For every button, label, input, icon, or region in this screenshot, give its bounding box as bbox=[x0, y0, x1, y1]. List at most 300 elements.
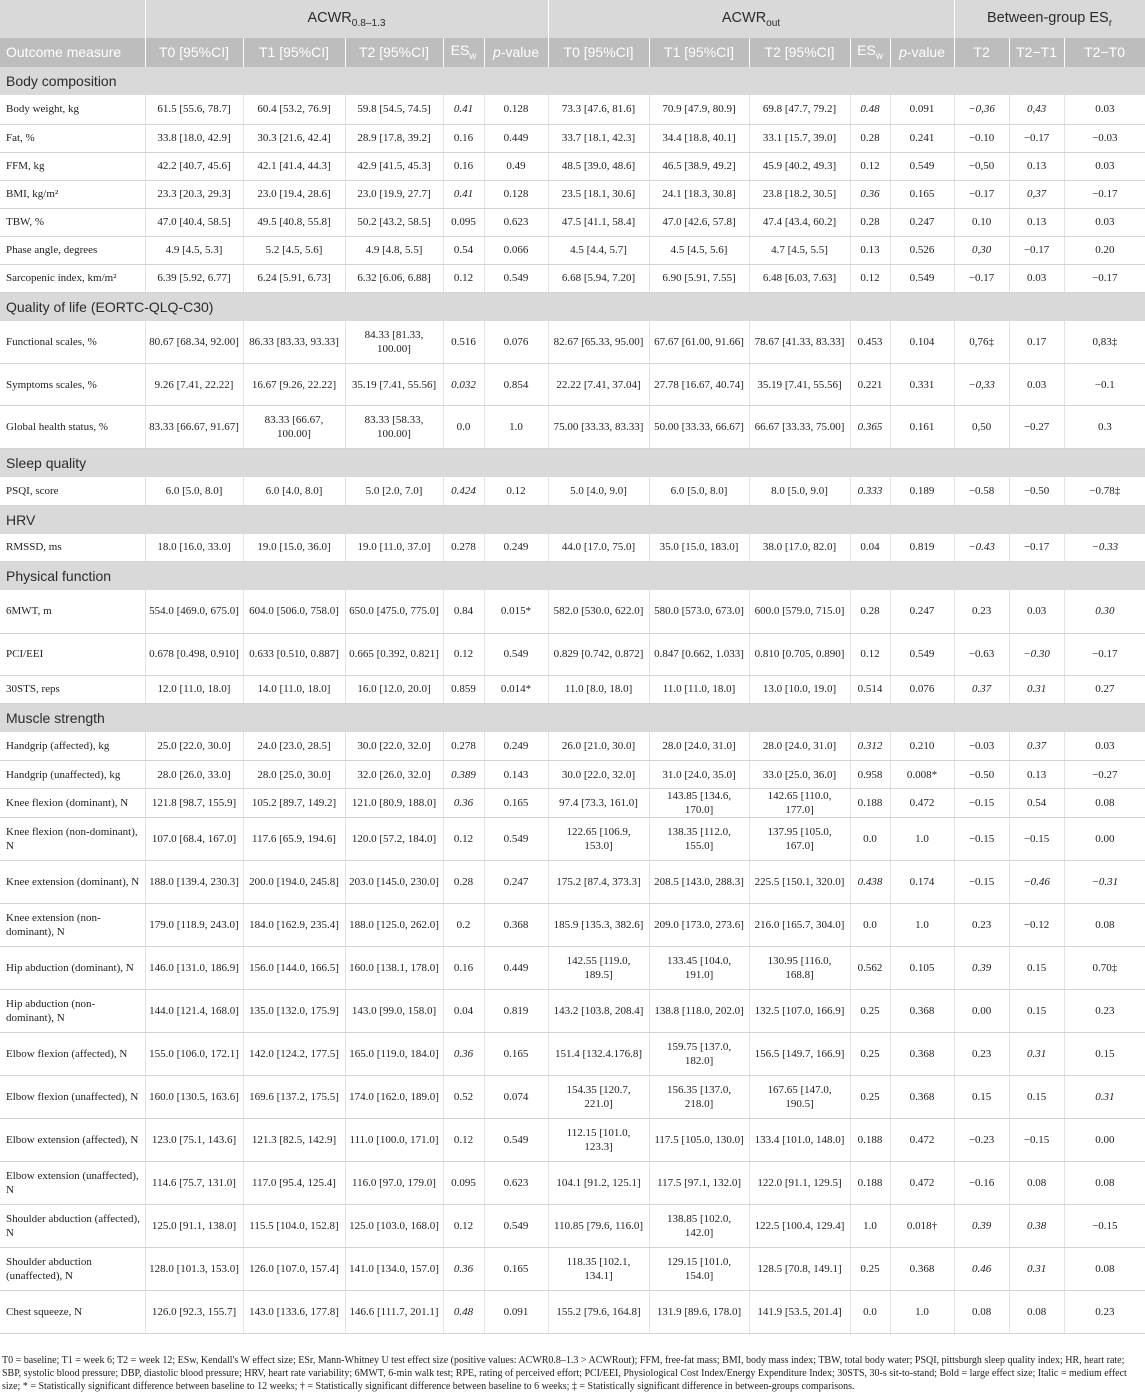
group-header-row bbox=[0, 0, 1145, 38]
table-cell: 0.247 bbox=[890, 208, 954, 236]
table-row bbox=[0, 590, 1145, 633]
table-cell: 69.8 [47.7, 79.2] bbox=[749, 95, 850, 124]
table-cell: 0.25 bbox=[850, 1248, 890, 1291]
table-row bbox=[0, 152, 1145, 180]
table-cell: 116.0 [97.0, 179.0] bbox=[345, 1162, 443, 1205]
table-cell: 6.39 [5.92, 6.77] bbox=[145, 264, 243, 292]
table-cell: 125.0 [103.0, 168.0] bbox=[345, 1205, 443, 1248]
table-row bbox=[0, 1076, 1145, 1119]
table-cell: 1.0 bbox=[484, 406, 548, 449]
table-cell: 0.424 bbox=[443, 477, 484, 505]
table-cell: −0.10 bbox=[954, 124, 1009, 152]
table-cell: 0.623 bbox=[484, 208, 548, 236]
table-cell: 216.0 [165.7, 304.0] bbox=[749, 904, 850, 947]
table-cell: 0.28 bbox=[850, 124, 890, 152]
table-cell: 50.2 [43.2, 58.5] bbox=[345, 208, 443, 236]
table-cell: 104.1 [91.2, 125.1] bbox=[548, 1162, 649, 1205]
table-cell: 27.78 [16.67, 40.74] bbox=[649, 364, 749, 406]
table-cell: 0.25 bbox=[850, 990, 890, 1033]
table-cell: 0.08 bbox=[1009, 1291, 1064, 1334]
table-cell: 0.368 bbox=[890, 1076, 954, 1119]
table-cell: −0.17 bbox=[954, 180, 1009, 208]
table-cell: 0.018† bbox=[890, 1205, 954, 1248]
table-cell: 4.5 [4.4, 5.7] bbox=[548, 236, 649, 264]
table-cell: 0.08 bbox=[954, 1291, 1009, 1334]
table-cell: 28.0 [24.0, 31.0] bbox=[749, 732, 850, 761]
col-g1-esw: $ES_w$ bbox=[443, 38, 484, 67]
row-label: 6MWT, m bbox=[0, 590, 145, 633]
table-cell: 0.678 [0.498, 0.910] bbox=[145, 633, 243, 675]
table-cell: −0.50 bbox=[1009, 477, 1064, 505]
table-cell: 160.0 [138.1, 178.0] bbox=[345, 947, 443, 990]
table-cell: 0.278 bbox=[443, 534, 484, 562]
table-cell: −0.17 bbox=[1064, 633, 1145, 675]
table-cell: 0.13 bbox=[1009, 152, 1064, 180]
table-cell: 4.9 [4.8, 5.5] bbox=[345, 236, 443, 264]
table-cell: 16.67 [9.26, 22.22] bbox=[243, 364, 345, 406]
table-cell: 0.0 bbox=[850, 904, 890, 947]
section-header bbox=[0, 67, 1145, 96]
table-cell: 45.9 [40.2, 49.3] bbox=[749, 152, 850, 180]
table-cell: 6.0 [4.0, 8.0] bbox=[243, 477, 345, 505]
table-cell: 0.12 bbox=[443, 1119, 484, 1162]
table-row bbox=[0, 633, 1145, 675]
table-cell: 0.516 bbox=[443, 321, 484, 364]
table-cell: 0.095 bbox=[443, 1162, 484, 1205]
table-row bbox=[0, 124, 1145, 152]
table-cell: 604.0 [506.0, 758.0] bbox=[243, 590, 345, 633]
table-cell: 24.1 [18.3, 30.8] bbox=[649, 180, 749, 208]
table-cell: 118.35 [102.1, 134.1] bbox=[548, 1248, 649, 1291]
table-cell: 0.095 bbox=[443, 208, 484, 236]
table-cell: 0.549 bbox=[890, 633, 954, 675]
row-label: Handgrip (affected), kg bbox=[0, 732, 145, 761]
table-cell: 0.074 bbox=[484, 1076, 548, 1119]
table-cell: 0.38 bbox=[1009, 1205, 1064, 1248]
table-cell: 23.0 [19.9, 27.7] bbox=[345, 180, 443, 208]
table-cell: 0.12 bbox=[443, 264, 484, 292]
table-cell: 0.17 bbox=[1009, 321, 1064, 364]
table-cell: 156.5 [149.7, 166.9] bbox=[749, 1033, 850, 1076]
row-label: Hip abduction (dominant), N bbox=[0, 947, 145, 990]
table-cell: 0.16 bbox=[443, 152, 484, 180]
table-cell: 0.247 bbox=[890, 590, 954, 633]
table-cell: 160.0 [130.5, 163.6] bbox=[145, 1076, 243, 1119]
table-cell: 75.00 [33.33, 83.33] bbox=[548, 406, 649, 449]
table-row bbox=[0, 1205, 1145, 1248]
table-cell: 0.54 bbox=[443, 236, 484, 264]
section-header bbox=[0, 505, 1145, 534]
table-cell: 0.015* bbox=[484, 590, 548, 633]
table-cell: 138.35 [112.0, 155.0] bbox=[649, 818, 749, 861]
table-cell: 117.6 [65.9, 194.6] bbox=[243, 818, 345, 861]
table-cell: 130.95 [116.0, 168.8] bbox=[749, 947, 850, 990]
table-cell: 0.31 bbox=[1064, 1076, 1145, 1119]
table-cell: 82.67 [65.33, 95.00] bbox=[548, 321, 649, 364]
table-cell: 126.0 [92.3, 155.7] bbox=[145, 1291, 243, 1334]
table-cell: 16.0 [12.0, 20.0] bbox=[345, 675, 443, 703]
table-cell: 0.247 bbox=[484, 861, 548, 904]
table-cell: 47.5 [41.1, 58.4] bbox=[548, 208, 649, 236]
table-cell: 6.0 [5.0, 8.0] bbox=[145, 477, 243, 505]
table-cell: 0.633 [0.510, 0.887] bbox=[243, 633, 345, 675]
table-cell: 0.28 bbox=[443, 861, 484, 904]
table-cell: 121.0 [80.9, 188.0] bbox=[345, 789, 443, 818]
table-cell: 0.105 bbox=[890, 947, 954, 990]
table-cell: 0.189 bbox=[890, 477, 954, 505]
table-cell: 0.23 bbox=[1064, 990, 1145, 1033]
table-cell: −0.58 bbox=[954, 477, 1009, 505]
table-cell: 0.008* bbox=[890, 761, 954, 789]
table-cell: 107.0 [68.4, 167.0] bbox=[145, 818, 243, 861]
table-row bbox=[0, 990, 1145, 1033]
table-cell: 121.3 [82.5, 142.9] bbox=[243, 1119, 345, 1162]
row-label: Knee flexion (dominant), N bbox=[0, 789, 145, 818]
table-cell: 0.31 bbox=[1009, 1033, 1064, 1076]
table-cell: 0.12 bbox=[443, 633, 484, 675]
table-cell: 4.7 [4.5, 5.5] bbox=[749, 236, 850, 264]
table-cell: 0.13 bbox=[1009, 208, 1064, 236]
table-cell: 0.03 bbox=[1009, 364, 1064, 406]
table-cell: −0.43 bbox=[954, 534, 1009, 562]
group1-header: $ACWR_{0.8-1.3}$ bbox=[145, 0, 548, 38]
table-cell: 47.4 [43.4, 60.2] bbox=[749, 208, 850, 236]
table-cell: −0.16 bbox=[954, 1162, 1009, 1205]
table-cell: −0.27 bbox=[1064, 761, 1145, 789]
table-cell: 6.68 [5.94, 7.20] bbox=[548, 264, 649, 292]
table-cell: 0.819 bbox=[890, 534, 954, 562]
table-cell: 0.03 bbox=[1064, 152, 1145, 180]
table-cell: 0.438 bbox=[850, 861, 890, 904]
table-cell: 86.33 [83.33, 93.33] bbox=[243, 321, 345, 364]
table-cell: 208.5 [143.0, 288.3] bbox=[649, 861, 749, 904]
table-cell: 0.174 bbox=[890, 861, 954, 904]
table-cell: 0.15 bbox=[1009, 947, 1064, 990]
row-label: Elbow extension (affected), N bbox=[0, 1119, 145, 1162]
table-cell: 117.5 [105.0, 130.0] bbox=[649, 1119, 749, 1162]
table-cell: 0.23 bbox=[954, 904, 1009, 947]
table-cell: −0.46 bbox=[1009, 861, 1064, 904]
table-cell: −0.15 bbox=[954, 789, 1009, 818]
table-cell: 6.32 [6.06, 6.88] bbox=[345, 264, 443, 292]
section-title: Sleep quality bbox=[0, 449, 1145, 478]
table-cell: −0.15 bbox=[1009, 818, 1064, 861]
table-row bbox=[0, 1248, 1145, 1291]
table-cell: 0.014* bbox=[484, 675, 548, 703]
table-cell: 49.5 [40.8, 55.8] bbox=[243, 208, 345, 236]
section-title: Muscle strength bbox=[0, 703, 1145, 732]
table-cell: 143.0 [99.0, 158.0] bbox=[345, 990, 443, 1033]
table-row bbox=[0, 321, 1145, 364]
row-label: Knee extension (non-dominant), N bbox=[0, 904, 145, 947]
section-title: HRV bbox=[0, 505, 1145, 534]
row-label: Body weight, kg bbox=[0, 95, 145, 124]
table-cell: 131.9 [89.6, 178.0] bbox=[649, 1291, 749, 1334]
col-g2-p: p-value bbox=[890, 38, 954, 67]
table-cell: 22.22 [7.41, 37.04] bbox=[548, 364, 649, 406]
table-row bbox=[0, 406, 1145, 449]
table-cell: 0.333 bbox=[850, 477, 890, 505]
table-cell: 28.9 [17.8, 39.2] bbox=[345, 124, 443, 152]
table-cell: 83.33 [66.67, 100.00] bbox=[243, 406, 345, 449]
row-label: Knee flexion (non-dominant), N bbox=[0, 818, 145, 861]
table-cell: 650.0 [475.0, 775.0] bbox=[345, 590, 443, 633]
table-cell: 117.5 [97.1, 132.0] bbox=[649, 1162, 749, 1205]
col-g1-t0: T0 [95%CI] bbox=[145, 38, 243, 67]
table-cell: 23.5 [18.1, 30.6] bbox=[548, 180, 649, 208]
table-cell: 0.249 bbox=[484, 534, 548, 562]
table-cell: 24.0 [23.0, 28.5] bbox=[243, 732, 345, 761]
table-cell: 0.472 bbox=[890, 789, 954, 818]
table-cell: 0.36 bbox=[443, 1248, 484, 1291]
table-cell: 0.12 bbox=[484, 477, 548, 505]
table-cell: 28.0 [25.0, 30.0] bbox=[243, 761, 345, 789]
table-cell: −0.17 bbox=[954, 264, 1009, 292]
row-label: Handgrip (unaffected), kg bbox=[0, 761, 145, 789]
table-cell: 0,76‡ bbox=[954, 321, 1009, 364]
table-cell: 34.4 [18.8, 40.1] bbox=[649, 124, 749, 152]
table-cell: 225.5 [150.1, 320.0] bbox=[749, 861, 850, 904]
table-cell: 73.3 [47.6, 81.6] bbox=[548, 95, 649, 124]
table-cell: 67.67 [61.00, 91.66] bbox=[649, 321, 749, 364]
table-cell: 0.16 bbox=[443, 124, 484, 152]
table-cell: 0.28 bbox=[850, 590, 890, 633]
table-cell: 0.312 bbox=[850, 732, 890, 761]
table-cell: 0.00 bbox=[954, 990, 1009, 1033]
table-cell: −0.15 bbox=[1064, 1205, 1145, 1248]
table-cell: 0.25 bbox=[850, 1033, 890, 1076]
table-cell: 0.00 bbox=[1064, 818, 1145, 861]
row-label: Shoulder abduction (unaffected), N bbox=[0, 1248, 145, 1291]
table-cell: 35.19 [7.41, 55.56] bbox=[749, 364, 850, 406]
table-cell: 0.15 bbox=[1009, 990, 1064, 1033]
table-cell: 18.0 [16.0, 33.0] bbox=[145, 534, 243, 562]
table-cell: −0.50 bbox=[954, 761, 1009, 789]
table-cell: 0.08 bbox=[1064, 1248, 1145, 1291]
row-label: 30STS, reps bbox=[0, 675, 145, 703]
col-g2-t2: T2 [95%CI] bbox=[749, 38, 850, 67]
column-header-row bbox=[0, 38, 1145, 67]
table-cell: 0.854 bbox=[484, 364, 548, 406]
table-cell: 0.25 bbox=[850, 1076, 890, 1119]
table-cell: −0.27 bbox=[1009, 406, 1064, 449]
table-row bbox=[0, 477, 1145, 505]
row-label: Functional scales, % bbox=[0, 321, 145, 364]
table-cell: 33.7 [18.1, 42.3] bbox=[548, 124, 649, 152]
table-cell: 0.39 bbox=[954, 947, 1009, 990]
table-cell: 0.03 bbox=[1009, 264, 1064, 292]
table-cell: 122.65 [106.9, 153.0] bbox=[548, 818, 649, 861]
table-cell: 0.54 bbox=[1009, 789, 1064, 818]
table-cell: 135.0 [132.0, 175.9] bbox=[243, 990, 345, 1033]
table-cell: 6.24 [5.91, 6.73] bbox=[243, 264, 345, 292]
table-cell: 0.36 bbox=[443, 789, 484, 818]
row-label: Elbow flexion (affected), N bbox=[0, 1033, 145, 1076]
table-cell: −0.31 bbox=[1064, 861, 1145, 904]
table-cell: −0.17 bbox=[1009, 236, 1064, 264]
table-cell: 146.6 [111.7, 201.1] bbox=[345, 1291, 443, 1334]
table-cell: 5.0 [2.0, 7.0] bbox=[345, 477, 443, 505]
table-cell: 179.0 [118.9, 243.0] bbox=[145, 904, 243, 947]
table-cell: 70.9 [47.9, 80.9] bbox=[649, 95, 749, 124]
table-cell: 0.52 bbox=[443, 1076, 484, 1119]
table-cell: 0.12 bbox=[443, 1205, 484, 1248]
table-cell: 123.0 [75.1, 143.6] bbox=[145, 1119, 243, 1162]
table-cell: −0,50 bbox=[954, 152, 1009, 180]
table-cell: 185.9 [135.3, 382.6] bbox=[548, 904, 649, 947]
table-cell: 142.65 [110.0, 177.0] bbox=[749, 789, 850, 818]
table-cell: 32.0 [26.0, 32.0] bbox=[345, 761, 443, 789]
table-cell: 143.2 [103.8, 208.4] bbox=[548, 990, 649, 1033]
table-cell: 0.46 bbox=[954, 1248, 1009, 1291]
table-cell: 582.0 [530.0, 622.0] bbox=[548, 590, 649, 633]
table-cell: 0.453 bbox=[850, 321, 890, 364]
header-blank bbox=[0, 0, 145, 38]
table-cell: 23.3 [20.3, 29.3] bbox=[145, 180, 243, 208]
table-cell: 0,37 bbox=[1009, 180, 1064, 208]
table-row bbox=[0, 789, 1145, 818]
table-cell: 0.076 bbox=[890, 675, 954, 703]
table-cell: 0.10 bbox=[954, 208, 1009, 236]
table-cell: −0.15 bbox=[954, 861, 1009, 904]
table-cell: 0,83‡ bbox=[1064, 321, 1145, 364]
table-cell: 0.48 bbox=[850, 95, 890, 124]
table-cell: 0.36 bbox=[850, 180, 890, 208]
table-row bbox=[0, 1119, 1145, 1162]
table-cell: 175.2 [87.4, 373.3] bbox=[548, 861, 649, 904]
table-cell: 0.12 bbox=[850, 152, 890, 180]
table-footnote: T0 = baseline; T1 = week 6; T2 = week 12; ESw, Kendall's W effect size; ESr, Mann-Whitney U test effect size (positive values: ACWR0.8–1.3 > ACWRout); FFM, free-fat mass; BMI, body mass index; TBW, total body water; PSQI, pittsburgh sleep quality index; HR, heart rate; SBP, systolic blood pressure; DBP, diastolic blood pressure; HRV, heart rate variability; 6MWT, 6-min walk test; RPE, rating of perceived effort; PCI/EEI, Physiological Cost Index/Energy Expenditure Index; 30STS, 30-s sit-to-stand; Bold = large effect size; Italic = medium effect size; * = Statistically significant difference between baseline to 12 weeks; † = Statistically significant difference between baseline to 6 weeks; ‡ = Statistically significant difference in between-groups comparisons. bbox=[2, 1355, 1127, 1392]
row-label: PSQI, score bbox=[0, 477, 145, 505]
table-cell: 47.0 [40.4, 58.5] bbox=[145, 208, 243, 236]
table-row bbox=[0, 675, 1145, 703]
table-cell: 128.0 [101.3, 153.0] bbox=[145, 1248, 243, 1291]
table-cell: 144.0 [121.4, 168.0] bbox=[145, 990, 243, 1033]
table-cell: 0.549 bbox=[484, 818, 548, 861]
table-cell: 0.810 [0.705, 0.890] bbox=[749, 633, 850, 675]
table-row bbox=[0, 947, 1145, 990]
table-cell: 188.0 [125.0, 262.0] bbox=[345, 904, 443, 947]
table-cell: 59.8 [54.5, 74.5] bbox=[345, 95, 443, 124]
table-cell: 156.35 [137.0, 218.0] bbox=[649, 1076, 749, 1119]
table-cell: 0.449 bbox=[484, 947, 548, 990]
table-cell: 0.221 bbox=[850, 364, 890, 406]
table-cell: 11.0 [11.0, 18.0] bbox=[649, 675, 749, 703]
table-cell: 159.75 [137.0, 182.0] bbox=[649, 1033, 749, 1076]
table-cell: 0.0 bbox=[443, 406, 484, 449]
table-cell: 138.85 [102.0, 142.0] bbox=[649, 1205, 749, 1248]
table-cell: 200.0 [194.0, 245.8] bbox=[243, 861, 345, 904]
table-cell: 0.41 bbox=[443, 95, 484, 124]
table-cell: 97.4 [73.3, 161.0] bbox=[548, 789, 649, 818]
table-cell: −0.12 bbox=[1009, 904, 1064, 947]
row-label: Sarcopenic index, km/m² bbox=[0, 264, 145, 292]
table-cell: 60.4 [53.2, 76.9] bbox=[243, 95, 345, 124]
table-cell: 120.0 [57.2, 184.0] bbox=[345, 818, 443, 861]
row-label: BMI, kg/m² bbox=[0, 180, 145, 208]
table-cell: 42.2 [40.7, 45.6] bbox=[145, 152, 243, 180]
table-cell: 0.331 bbox=[890, 364, 954, 406]
table-cell: 8.0 [5.0, 9.0] bbox=[749, 477, 850, 505]
table-row bbox=[0, 1033, 1145, 1076]
row-label: Hip abduction (non-dominant), N bbox=[0, 990, 145, 1033]
table-cell: −0.30 bbox=[1009, 633, 1064, 675]
table-cell: 0.15 bbox=[954, 1076, 1009, 1119]
table-cell: 1.0 bbox=[890, 818, 954, 861]
section-title: Body composition bbox=[0, 67, 1145, 96]
table-row bbox=[0, 180, 1145, 208]
table-cell: 133.45 [104.0, 191.0] bbox=[649, 947, 749, 990]
table-cell: −0.1 bbox=[1064, 364, 1145, 406]
table-cell: 112.15 [101.0, 123.3] bbox=[548, 1119, 649, 1162]
table-cell: 11.0 [8.0, 18.0] bbox=[548, 675, 649, 703]
table-cell: 0.16 bbox=[443, 947, 484, 990]
table-cell: 0.188 bbox=[850, 789, 890, 818]
table-cell: 33.0 [25.0, 36.0] bbox=[749, 761, 850, 789]
table-cell: 580.0 [573.0, 673.0] bbox=[649, 590, 749, 633]
table-cell: 0.3 bbox=[1064, 406, 1145, 449]
table-cell: 0.36 bbox=[443, 1033, 484, 1076]
table-cell: 0.48 bbox=[443, 1291, 484, 1334]
table-cell: 4.9 [4.5, 5.3] bbox=[145, 236, 243, 264]
col-b-t2: T2 bbox=[954, 38, 1009, 67]
table-cell: 0.665 [0.392, 0.821] bbox=[345, 633, 443, 675]
table-cell: 13.0 [10.0, 19.0] bbox=[749, 675, 850, 703]
table-cell: 129.15 [101.0, 154.0] bbox=[649, 1248, 749, 1291]
table-cell: 0.091 bbox=[484, 1291, 548, 1334]
table-cell: 0.623 bbox=[484, 1162, 548, 1205]
table-cell: 0.819 bbox=[484, 990, 548, 1033]
table-cell: 0.12 bbox=[850, 264, 890, 292]
table-row bbox=[0, 95, 1145, 124]
table-row bbox=[0, 1291, 1145, 1334]
table-cell: 133.4 [101.0, 148.0] bbox=[749, 1119, 850, 1162]
table-cell: 30.0 [22.0, 32.0] bbox=[548, 761, 649, 789]
table-cell: 0.549 bbox=[484, 1119, 548, 1162]
table-cell: 6.48 [6.03, 7.63] bbox=[749, 264, 850, 292]
table-row bbox=[0, 264, 1145, 292]
table-cell: 80.67 [68.34, 92.00] bbox=[145, 321, 243, 364]
row-label: Elbow flexion (unaffected), N bbox=[0, 1076, 145, 1119]
table-cell: 0.12 bbox=[850, 633, 890, 675]
table-cell: 125.0 [91.1, 138.0] bbox=[145, 1205, 243, 1248]
table-cell: 0.2 bbox=[443, 904, 484, 947]
row-label: Phase angle, degrees bbox=[0, 236, 145, 264]
table-cell: 42.9 [41.5, 45.3] bbox=[345, 152, 443, 180]
table-cell: 0.549 bbox=[890, 152, 954, 180]
table-cell: 25.0 [22.0, 30.0] bbox=[145, 732, 243, 761]
table-cell: 26.0 [21.0, 30.0] bbox=[548, 732, 649, 761]
table-cell: 0.39 bbox=[954, 1205, 1009, 1248]
table-cell: 0.13 bbox=[1009, 761, 1064, 789]
table-cell: 48.5 [39.0, 48.6] bbox=[548, 152, 649, 180]
table-cell: 0.37 bbox=[954, 675, 1009, 703]
table-cell: 111.0 [100.0, 171.0] bbox=[345, 1119, 443, 1162]
table-cell: 0.41 bbox=[443, 180, 484, 208]
table-cell: 33.1 [15.7, 39.0] bbox=[749, 124, 850, 152]
table-cell: 0,50 bbox=[954, 406, 1009, 449]
table-cell: 0.20 bbox=[1064, 236, 1145, 264]
col-outcome: Outcome measure bbox=[0, 38, 145, 67]
table-cell: 138.8 [118.0, 202.0] bbox=[649, 990, 749, 1033]
table-row bbox=[0, 236, 1145, 264]
table-cell: 0.03 bbox=[1064, 95, 1145, 124]
col-g2-t0: T0 [95%CI] bbox=[548, 38, 649, 67]
table-cell: 0.128 bbox=[484, 180, 548, 208]
table-cell: −0.03 bbox=[1064, 124, 1145, 152]
table-cell: 0.472 bbox=[890, 1162, 954, 1205]
table-cell: 169.6 [137.2, 175.5] bbox=[243, 1076, 345, 1119]
